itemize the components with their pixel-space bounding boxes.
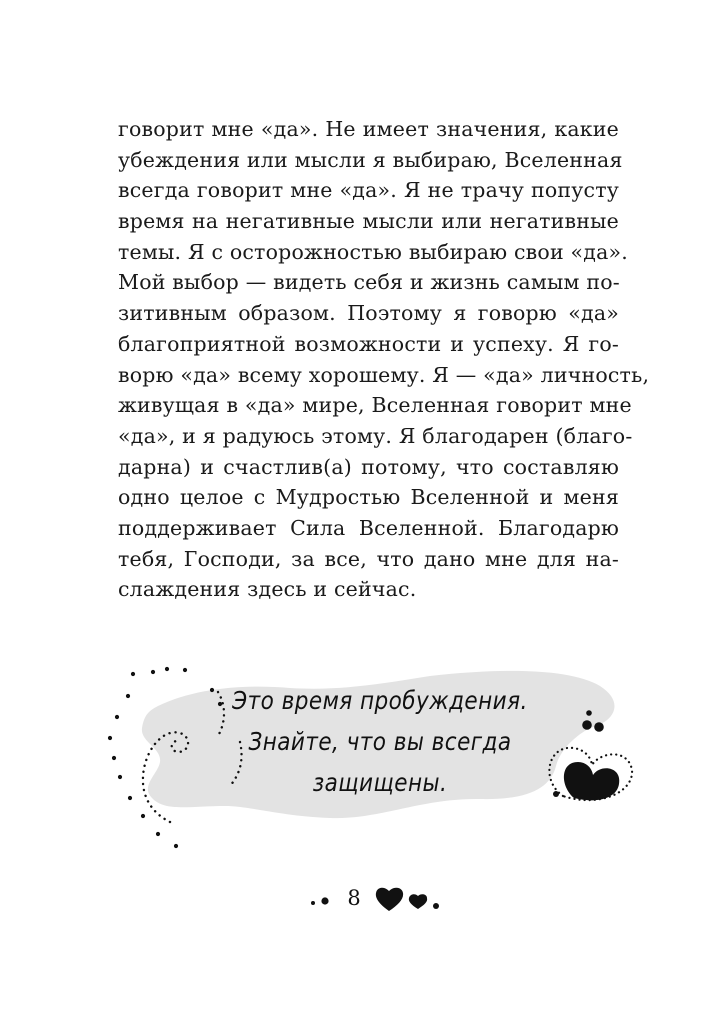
dot	[311, 901, 315, 905]
text-line: поддерживает Сила Вселенной. Благодарю	[118, 515, 619, 540]
text-line: слаждения здесь и сейчас.	[118, 577, 417, 602]
text-line: всегда говорит мне «да». Я не трачу попусту	[118, 178, 619, 203]
text-line: зитивным образом. Поэтому я говорю «да»	[118, 301, 619, 326]
text-line: время на негативные мысли или негативные	[118, 209, 619, 234]
text-line: Мой выбор — видеть себя и жизнь самым по-	[118, 270, 620, 295]
text-line: живущая в «да» мире, Вселенная говорит мне	[118, 393, 632, 418]
heart-icon	[376, 888, 403, 911]
body-text	[118, 114, 650, 605]
dot	[321, 897, 328, 904]
affirmation-line: Знайте, что вы всегда	[248, 727, 512, 756]
dot	[433, 903, 439, 909]
text-line: темы. Я с осторожностью выбираю свои «да».	[118, 239, 628, 264]
text-line: говорит мне «да». Не имеет значения, какие	[118, 117, 619, 141]
affirmation-line: защищены.	[312, 768, 448, 797]
text-line: одно целое с Мудростью Вселенной и меня	[118, 485, 619, 510]
text-line: убеждения или мысли я выбираю, Вселенная	[118, 147, 623, 172]
page-number: 8	[347, 886, 361, 910]
affirmation-quote	[200, 680, 560, 803]
text-line: «да», и я радуюсь этому. Я благодарен (благо-	[118, 423, 633, 448]
text-line: благоприятной возможности и успеху. Я го-	[118, 331, 619, 356]
heart-icon	[409, 894, 427, 909]
text-line: тебя, Господи, за все, что дано мне для на-	[118, 546, 619, 571]
heart-icon	[564, 762, 619, 800]
text-line: дарна) и счастлив(а) потому, что составляю	[118, 454, 619, 479]
affirmation-line: Это время пробуждения.	[232, 686, 528, 715]
text-line: ворю «да» всему хорошему. Я — «да» личность,	[118, 362, 650, 387]
